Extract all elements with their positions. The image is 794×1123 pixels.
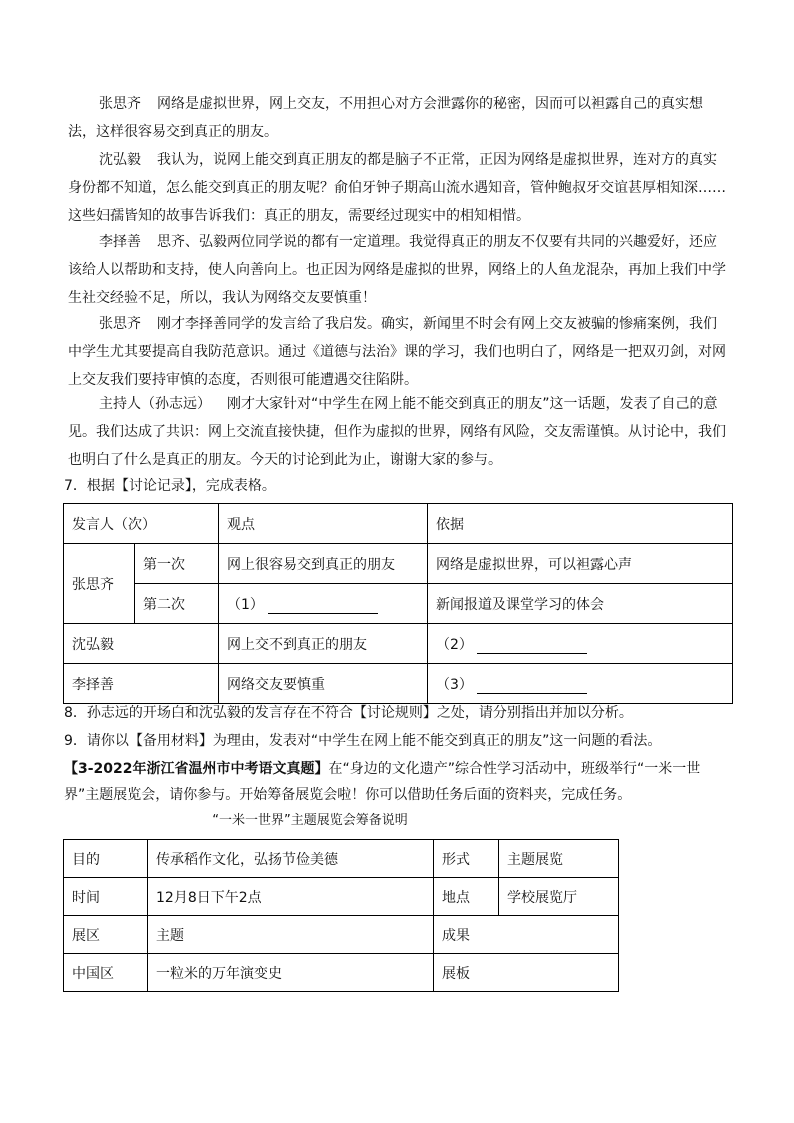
table-cell: 一粒米的万年演变史: [148, 954, 434, 992]
table-cell: 网上交不到真正的朋友: [219, 624, 428, 664]
table-cell: 张思齐: [64, 544, 135, 624]
speech-text: 我认为，说网上能交到真正朋友的都是脑子不正常，正因为网络是虚拟世界，连对方的真实身份都不知道，怎么能交到真正的朋友呢？俞伯牙钟子期高山流水遇知音，管仲鲍叔牙交谊甚厚相知深……这些妇孺皆知的故事告诉我们：真正的朋友，需要经过现实中的相知相惜。: [68, 152, 726, 224]
table-row: [64, 840, 619, 878]
table-row: [64, 954, 619, 992]
answer-blank-line[interactable]: [268, 599, 378, 614]
speaker-name: 沈弘毅: [99, 152, 141, 168]
answer-blank-cell[interactable]: [428, 664, 733, 704]
discussion-paragraph: [68, 90, 728, 146]
discussion-paragraph: [68, 310, 728, 394]
speech-text: 思齐、弘毅两位同学说的都有一定道理。我觉得真正的朋友不仅要有共同的兴趣爱好，还应该给人以帮助和支持，使人向善向上。也正因为网络是虚拟的世界，网络上的人鱼龙混杂，再加上我们中学生社交经验不足，所以，我认为网络交友要慎重！: [68, 234, 726, 306]
speaker-name: 张思齐: [99, 96, 141, 112]
answer-table: [63, 503, 733, 704]
table-cell: 形式: [434, 840, 499, 878]
exhibition-table: [63, 839, 619, 992]
table-cell: 成果: [434, 916, 619, 954]
question-3-line-2: 界”主题展览会，请你参与。开始筹备展览会啦！你可以借助任务后面的资料夹，完成任务。: [64, 787, 632, 803]
answer-blank-cell[interactable]: [428, 624, 733, 664]
blank-label: （3）: [436, 676, 473, 693]
table-row: [64, 878, 619, 916]
speech-text: 刚才大家针对“中学生在网上能不能交到真正的朋友”这一话题，发表了自己的意见。我们达成了共识：网上交流直接快捷，但作为虚拟的世界，网络有风险，交友需谨慎。从讨论中，我们也明白了什么是真正的朋友。今天的讨论到此为止，谢谢大家的参与。: [68, 396, 726, 468]
table-cell: 网上很容易交到真正的朋友: [219, 544, 428, 584]
table-header-cell: 发言人（次）: [64, 504, 219, 544]
table-row: [64, 664, 733, 704]
speech-text: 网络是虚拟世界，网上交友，不用担心对方会泄露你的秘密，因而可以袒露自己的真实想法，这样很容易交到真正的朋友。: [68, 96, 703, 140]
answer-blank-cell[interactable]: [219, 584, 428, 624]
question-9: 9．请你以【备用材料】为理由，发表对“中学生在网上能不能交到真正的朋友”这一问题的看法。: [64, 733, 662, 749]
table-cell: 李择善: [64, 664, 219, 704]
table-cell: 沈弘毅: [64, 624, 219, 664]
speaker-name: 主持人（孙志远）: [99, 396, 211, 412]
table-cell: 第二次: [135, 584, 219, 624]
table-cell: 中国区: [64, 954, 148, 992]
table-cell: 新闻报道及课堂学习的体会: [428, 584, 733, 624]
table-cell: 学校展览厅: [499, 878, 619, 916]
table-cell: 网络交友要慎重: [219, 664, 428, 704]
speech-text: 刚才李择善同学的发言给了我启发。确实，新闻里不时会有网上交友被骗的惨痛案例，我们中学生尤其要提高自我防范意识。通过《道德与法治》课的学习，我们也明白了，网络是一把双刃剑，对网上交友我们要持审慎的态度，否则很可能遭遇交往陷阱。: [68, 316, 726, 388]
question-8: 8．孙志远的开场白和沈弘毅的发言存在不符合【讨论规则】之处，请分别指出并加以分析。: [64, 705, 633, 721]
table-row: [64, 504, 733, 544]
discussion-paragraph: [68, 228, 728, 312]
blank-label: （1）: [227, 596, 264, 613]
table-cell: 第一次: [135, 544, 219, 584]
discussion-paragraph: [68, 146, 728, 230]
table-cell: 地点: [434, 878, 499, 916]
table-cell: 12月8日下午2点: [148, 878, 434, 916]
table-cell: 网络是虚拟世界，可以袒露心声: [428, 544, 733, 584]
table-cell: 主题展览: [499, 840, 619, 878]
table-cell: 时间: [64, 878, 148, 916]
source-tag: 【3-2022年浙江省温州市中考语文真题】: [64, 761, 329, 777]
answer-blank-line[interactable]: [477, 639, 587, 654]
table-row: [64, 584, 733, 624]
table-header-cell: 依据: [428, 504, 733, 544]
table-row: [64, 916, 619, 954]
table-cell: 主题: [148, 916, 434, 954]
table-cell: 展区: [64, 916, 148, 954]
table-cell: 传承稻作文化，弘扬节俭美德: [148, 840, 434, 878]
task-text: 在“身边的文化遗产”综合性学习活动中，班级举行“一米一世: [328, 761, 701, 777]
speaker-name: 张思齐: [99, 316, 141, 332]
question-7: 7．根据【讨论记录】，完成表格。: [64, 478, 276, 494]
question-3-line-1: [64, 757, 700, 781]
discussion-paragraph: [68, 390, 728, 474]
table-caption: “一米一世界”主题展览会筹备说明: [212, 813, 408, 828]
answer-blank-line[interactable]: [477, 679, 587, 694]
speaker-name: 李择善: [99, 234, 141, 250]
blank-label: （2）: [436, 636, 473, 653]
table-row: [64, 544, 733, 584]
table-header-cell: 观点: [219, 504, 428, 544]
table-cell: 目的: [64, 840, 148, 878]
table-cell: 展板: [434, 954, 619, 992]
table-row: [64, 624, 733, 664]
